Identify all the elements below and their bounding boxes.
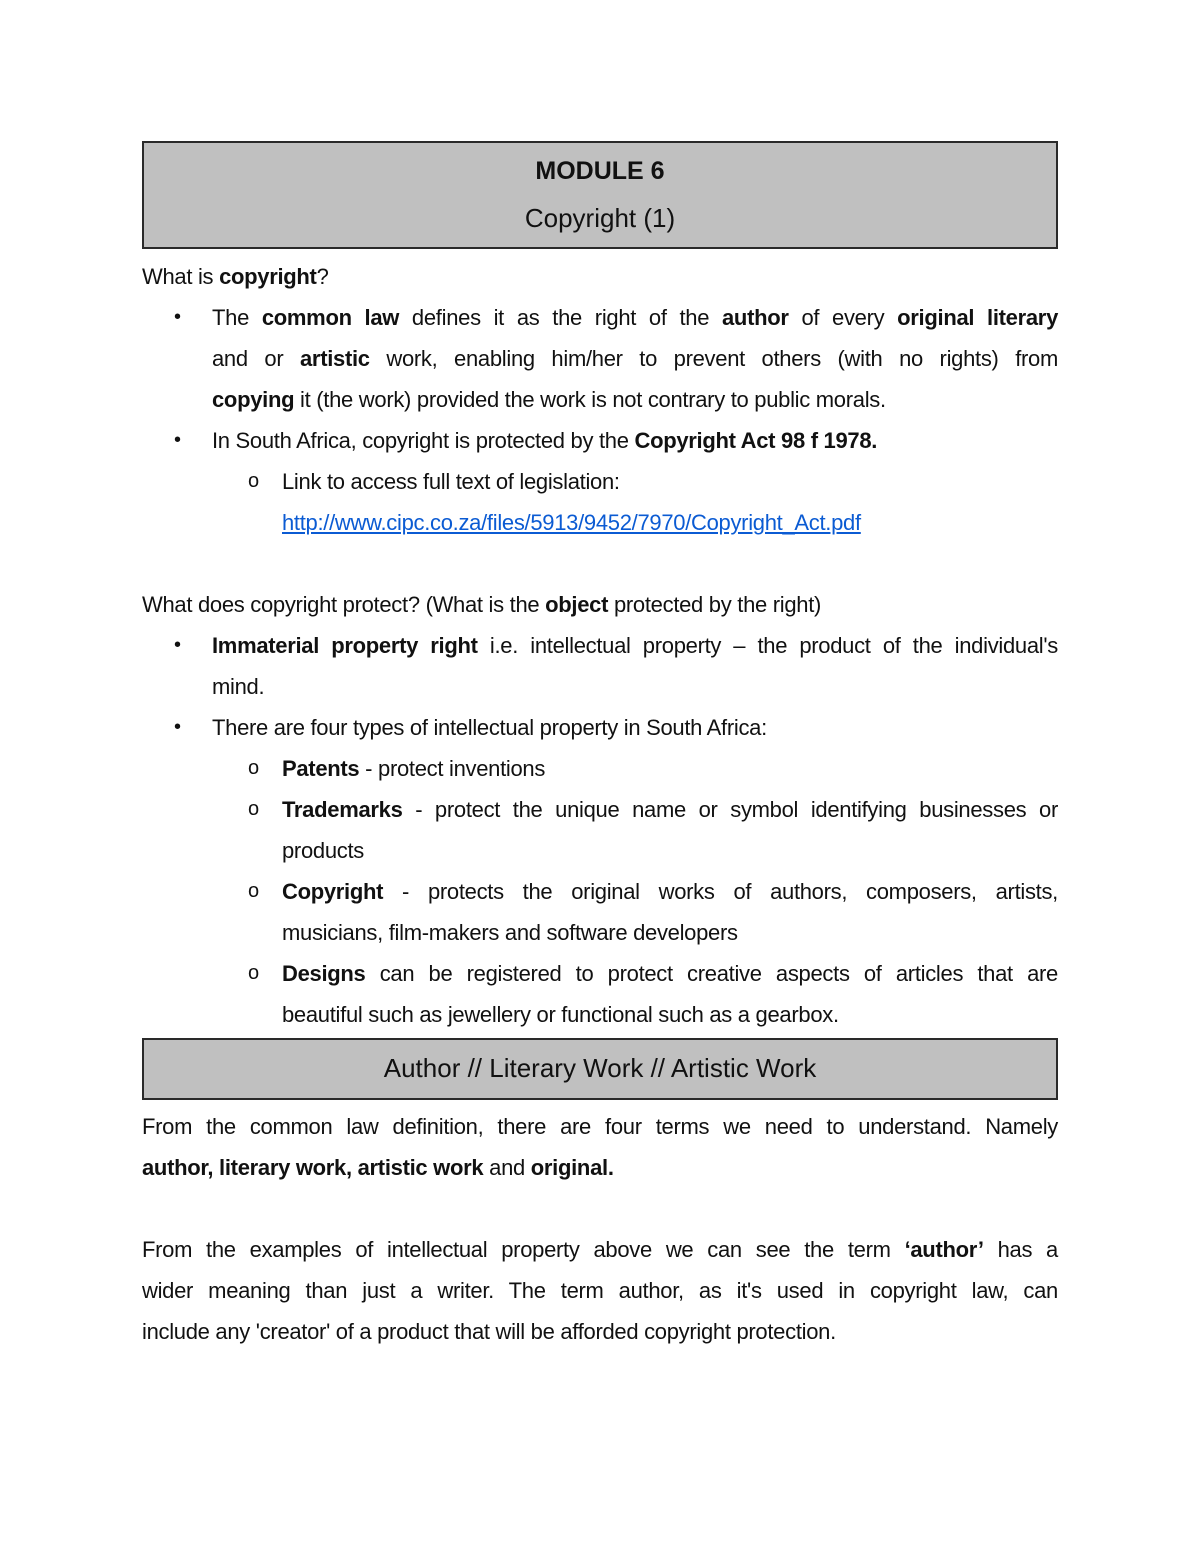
line-text xyxy=(282,871,1058,912)
bold-text: common law xyxy=(261,305,400,330)
text-run: What is xyxy=(142,264,220,289)
line-text xyxy=(282,461,1058,502)
line-text xyxy=(212,625,1058,666)
text-run: There are four types of intellectual property in South Africa: xyxy=(212,715,767,740)
bold-text: author xyxy=(722,305,789,330)
text-line xyxy=(142,1229,1058,1270)
section-author-terms xyxy=(142,1106,1058,1352)
bold-text: artistic xyxy=(300,346,370,371)
text-line xyxy=(142,994,1058,1035)
line-text xyxy=(212,379,1058,420)
line-text xyxy=(282,994,1058,1035)
module-subtitle: Copyright (1) xyxy=(524,203,676,233)
text-run: From the examples of intellectual property above we can see the term xyxy=(142,1237,905,1262)
bullet-icon: • xyxy=(174,429,181,451)
section-heading-box xyxy=(142,1038,1058,1100)
section-heading: Author // Literary Work // Artistic Work xyxy=(383,1053,817,1083)
text-run: - protect inventions xyxy=(359,756,546,781)
text-run: include any 'creator' of a product that will be afforded copyright protection. xyxy=(142,1319,836,1344)
text-run: What does copyright protect? (What is the xyxy=(142,592,546,617)
line-text xyxy=(142,1270,1058,1311)
text-line xyxy=(142,748,1058,789)
text-run: products xyxy=(282,838,364,863)
text-run: - protects the original works of authors, composers, artists, xyxy=(383,879,1058,904)
text-run: The xyxy=(212,305,262,330)
line-text xyxy=(282,912,1058,953)
bold-text: original. xyxy=(530,1155,614,1180)
bold-text: author, literary work, artistic work xyxy=(142,1155,484,1180)
text-line xyxy=(142,1311,1058,1352)
sub-bullet-icon: o xyxy=(248,798,259,820)
line-text xyxy=(212,338,1058,379)
bold-text: object xyxy=(545,592,609,617)
text-run: musicians, film-makers and software developers xyxy=(282,920,738,945)
bold-text: ‘author’ xyxy=(904,1237,984,1262)
sub-bullet-icon: o xyxy=(248,470,259,492)
text-run: and or xyxy=(212,346,300,371)
line-text xyxy=(282,830,1058,871)
bold-text: Patents xyxy=(282,756,360,781)
text-line xyxy=(142,379,1058,420)
text-line xyxy=(142,707,1058,748)
line-text xyxy=(142,1106,1058,1147)
line-text xyxy=(142,1229,1058,1270)
text-line xyxy=(142,871,1058,912)
text-line xyxy=(142,338,1058,379)
text-run: has a xyxy=(983,1237,1058,1262)
text-line xyxy=(142,830,1058,871)
line-text xyxy=(142,256,1058,297)
bullet-icon: • xyxy=(174,306,181,328)
bold-text: Immaterial property right xyxy=(212,633,478,658)
text-line xyxy=(142,502,1058,543)
blank-line xyxy=(142,543,1058,584)
text-run: In South Africa, copyright is protected by the xyxy=(212,428,635,453)
text-run: work, enabling him/her to prevent others (with no rights) from xyxy=(369,346,1058,371)
blank-line xyxy=(142,1188,1058,1229)
text-line xyxy=(142,461,1058,502)
text-line xyxy=(142,1270,1058,1311)
line-text xyxy=(282,953,1058,994)
text-run: Link to access full text of legislation: xyxy=(282,469,620,494)
bold-text: copying xyxy=(212,387,295,412)
line-text xyxy=(142,1311,1058,1352)
text-run: i.e. intellectual property – the product of the individual's xyxy=(477,633,1058,658)
sub-bullet-icon: o xyxy=(248,880,259,902)
line-text xyxy=(212,297,1058,338)
bold-text: copyright xyxy=(219,264,317,289)
line-text xyxy=(142,584,1058,625)
sub-bullet-icon: o xyxy=(248,757,259,779)
text-run: beautiful such as jewellery or functional such as a gearbox. xyxy=(282,1002,839,1027)
text-run: wider meaning than just a writer. The term author, as it's used in copyright law, can xyxy=(142,1278,1058,1303)
text-run: From the common law definition, there are four terms we need to understand. Namely xyxy=(142,1114,1058,1139)
text-line xyxy=(142,420,1058,461)
sub-bullet-icon: o xyxy=(248,962,259,984)
text-line xyxy=(142,297,1058,338)
section-copyright-intro xyxy=(142,256,1058,1035)
bold-text: Copyright Act 98 f 1978. xyxy=(634,428,878,453)
bullet-icon: • xyxy=(174,634,181,656)
text-line xyxy=(142,1106,1058,1147)
legislation-link[interactable]: http://www.cipc.co.za/files/5913/9452/7970/Copyright_Act.pdf xyxy=(282,510,861,535)
text-run: and xyxy=(483,1155,531,1180)
line-text xyxy=(212,420,1058,461)
line-text xyxy=(282,502,1058,543)
text-run: defines it as the right of the xyxy=(399,305,722,330)
text-line xyxy=(142,953,1058,994)
text-line xyxy=(142,1147,1058,1188)
bold-text: Designs xyxy=(282,961,366,986)
text-run: mind. xyxy=(212,674,265,699)
line-text xyxy=(282,789,1058,830)
text-run: - protect the unique name or symbol identifying businesses or xyxy=(402,797,1058,822)
line-text xyxy=(142,1147,1058,1188)
text-line xyxy=(142,584,1058,625)
line-text xyxy=(282,748,1058,789)
text-run: protected by the right) xyxy=(608,592,822,617)
text-line xyxy=(142,666,1058,707)
text-line xyxy=(142,912,1058,953)
module-header-box xyxy=(142,141,1058,249)
line-text xyxy=(212,666,1058,707)
bold-text: original literary xyxy=(897,305,1059,330)
module-title: MODULE 6 xyxy=(535,157,665,185)
text-run: ? xyxy=(316,264,329,289)
bold-text: Copyright xyxy=(282,879,384,904)
text-run: of every xyxy=(788,305,898,330)
text-run: can be registered to protect creative aspects of articles that are xyxy=(365,961,1058,986)
text-run: it (the work) provided the work is not contrary to public morals. xyxy=(294,387,886,412)
text-line xyxy=(142,625,1058,666)
bold-text: Trademarks xyxy=(282,797,403,822)
text-line xyxy=(142,256,1058,297)
line-text xyxy=(212,707,1058,748)
text-line xyxy=(142,789,1058,830)
bullet-icon: • xyxy=(174,716,181,738)
